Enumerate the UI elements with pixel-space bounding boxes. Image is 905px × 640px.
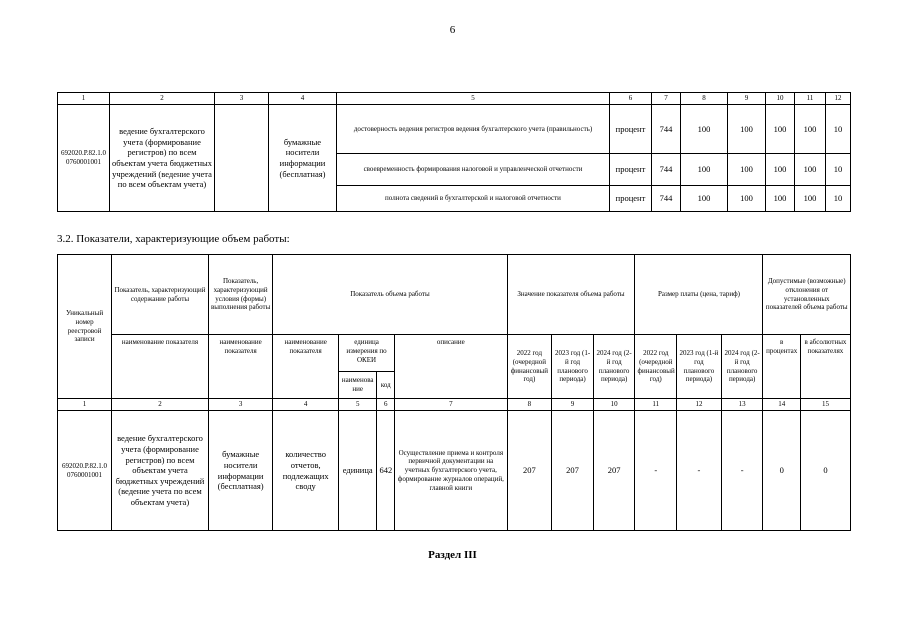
value-cell: 100 — [795, 105, 826, 154]
column-number: 5 — [337, 93, 610, 105]
column-number: 14 — [763, 399, 800, 411]
year-2024-value-header: 2024 год (2-й год планового периода) — [593, 335, 635, 399]
value-cell: 100 — [728, 154, 766, 186]
value-cell: 100 — [795, 154, 826, 186]
column-number: 10 — [766, 93, 795, 105]
work-name-cell: ведение бухгалтерского учета (формирование регистров) по всем объектам учета бюджетных учреждений (ведение учета по всем объектам учета) — [110, 105, 215, 212]
section-heading: 3.2. Показатели, характеризующие объем работы: — [57, 233, 290, 245]
empty-cell — [215, 105, 269, 212]
fee-cell: - — [721, 411, 763, 531]
code-cell: 744 — [652, 154, 681, 186]
column-number: 13 — [721, 399, 763, 411]
absolute-header: в абсолютных показателях — [800, 335, 850, 399]
condition-cell: бумажные носители информации (бесплатная) — [208, 411, 273, 531]
year-2022-fee-header: 2022 год (очередной финансовый год) — [635, 335, 677, 399]
column-number: 6 — [377, 399, 395, 411]
column-number: 7 — [395, 399, 507, 411]
volume-header: Показатель объема работы — [273, 255, 507, 335]
value-cell: 100 — [766, 105, 795, 154]
unit-cell: процент — [610, 186, 652, 212]
indicator-cell: полнота сведений в бухгалтерской и налоговой отчетности — [337, 186, 610, 212]
value-cell: 100 — [795, 186, 826, 212]
year-2022-value-header: 2022 год (очередной финансовый год) — [507, 335, 552, 399]
column-number: 11 — [795, 93, 826, 105]
column-number-row — [58, 93, 851, 105]
column-number: 2 — [112, 399, 209, 411]
value-cell: 100 — [728, 186, 766, 212]
registry-number-cell: 692020.Р.82.1.0 0760001001 — [58, 105, 110, 212]
description-cell: Осуществление приема и контроля первичной документации на учетных бухгалтерского учета, формирование журналов операций, главной книги — [395, 411, 507, 531]
description-header: описание — [395, 335, 507, 399]
value-cell: 100 — [766, 154, 795, 186]
value-cell: 207 — [552, 411, 594, 531]
column-number: 15 — [800, 399, 850, 411]
value-cell: 100 — [681, 154, 728, 186]
volume-indicators-table — [57, 254, 851, 531]
column-number: 4 — [269, 93, 337, 105]
column-number: 9 — [552, 399, 594, 411]
fee-cell: - — [677, 411, 722, 531]
okei-code-header: код — [377, 372, 395, 399]
column-number: 2 — [110, 93, 215, 105]
unit-cell: процент — [610, 154, 652, 186]
column-number: 6 — [610, 93, 652, 105]
column-number: 3 — [215, 93, 269, 105]
fee-cell: - — [635, 411, 677, 531]
column-number: 8 — [681, 93, 728, 105]
subheader-row — [58, 335, 851, 372]
year-2023-value-header: 2023 год (1-й год планового периода) — [552, 335, 594, 399]
header-row — [58, 255, 851, 335]
column-number: 7 — [652, 93, 681, 105]
table-row — [58, 411, 851, 531]
unit-cell: процент — [610, 105, 652, 154]
okei-name-header: наименова ние — [338, 372, 377, 399]
value-cell: 10 — [826, 105, 851, 154]
column-number: 11 — [635, 399, 677, 411]
unit-cell: единица — [338, 411, 377, 531]
indicator-cell: количество отчетов, подлежащих своду — [273, 411, 339, 531]
volume-value-header: Значение показателя объема работы — [507, 255, 635, 335]
deviation-absolute-cell: 0 — [800, 411, 850, 531]
column-number: 12 — [826, 93, 851, 105]
column-number: 1 — [58, 399, 112, 411]
column-number: 9 — [728, 93, 766, 105]
condition-header: Показатель, характеризующий условия (формы) выполнения работы — [208, 255, 273, 335]
registry-number-cell: 692020.Р.82.1.0 0760001001 — [58, 411, 112, 531]
column-number: 12 — [677, 399, 722, 411]
indicator-name-header: наименование показателя — [208, 335, 273, 399]
condition-cell: бумажные носители информации (бесплатная) — [269, 105, 337, 212]
column-number-row — [58, 399, 851, 411]
percent-header: в процентах — [763, 335, 800, 399]
page-number: 6 — [449, 24, 456, 36]
value-cell: 10 — [826, 154, 851, 186]
column-number: 10 — [593, 399, 635, 411]
deviation-percent-cell: 0 — [763, 411, 800, 531]
column-number: 4 — [273, 399, 339, 411]
value-cell: 100 — [766, 186, 795, 212]
value-cell: 10 — [826, 186, 851, 212]
indicator-cell: достоверность ведения регистров ведения бухгалтерского учета (правильность) — [337, 105, 610, 154]
value-cell: 100 — [728, 105, 766, 154]
value-cell: 100 — [681, 105, 728, 154]
okei-header: единица измерения по ОКЕИ — [338, 335, 394, 372]
year-2024-fee-header: 2024 год (2-й год планового периода) — [721, 335, 763, 399]
indicator-cell: своевременность формирования налоговой и управленческой отчетности — [337, 154, 610, 186]
fee-header: Размер платы (цена, тариф) — [635, 255, 763, 335]
indicator-name-header: наименование показателя — [273, 335, 339, 399]
section-title: Раздел III — [428, 549, 477, 561]
value-cell: 207 — [507, 411, 552, 531]
deviation-header: Допустимые (возможные) отклонения от установленных показателей объема работы — [763, 255, 851, 335]
table-row — [58, 105, 851, 154]
code-cell: 744 — [652, 105, 681, 154]
column-number: 8 — [507, 399, 552, 411]
value-cell: 207 — [593, 411, 635, 531]
column-number: 3 — [208, 399, 273, 411]
content-header: Показатель, характеризующий содержание работы — [112, 255, 209, 335]
indicator-name-header: наименование показателя — [112, 335, 209, 399]
column-number: 1 — [58, 93, 110, 105]
column-number: 5 — [338, 399, 377, 411]
quality-indicators-table — [57, 92, 851, 212]
code-cell: 744 — [652, 186, 681, 212]
value-cell: 100 — [681, 186, 728, 212]
work-name-cell: ведение бухгалтерского учета (формирование регистров) по всем объектам учета бюджетных учреждений (ведение учета по всем объектам учета) — [112, 411, 209, 531]
unique-number-header: Уникальный номер реестровой записи — [58, 255, 112, 399]
year-2023-fee-header: 2023 год (1-й год планового периода) — [677, 335, 722, 399]
code-cell: 642 — [377, 411, 395, 531]
